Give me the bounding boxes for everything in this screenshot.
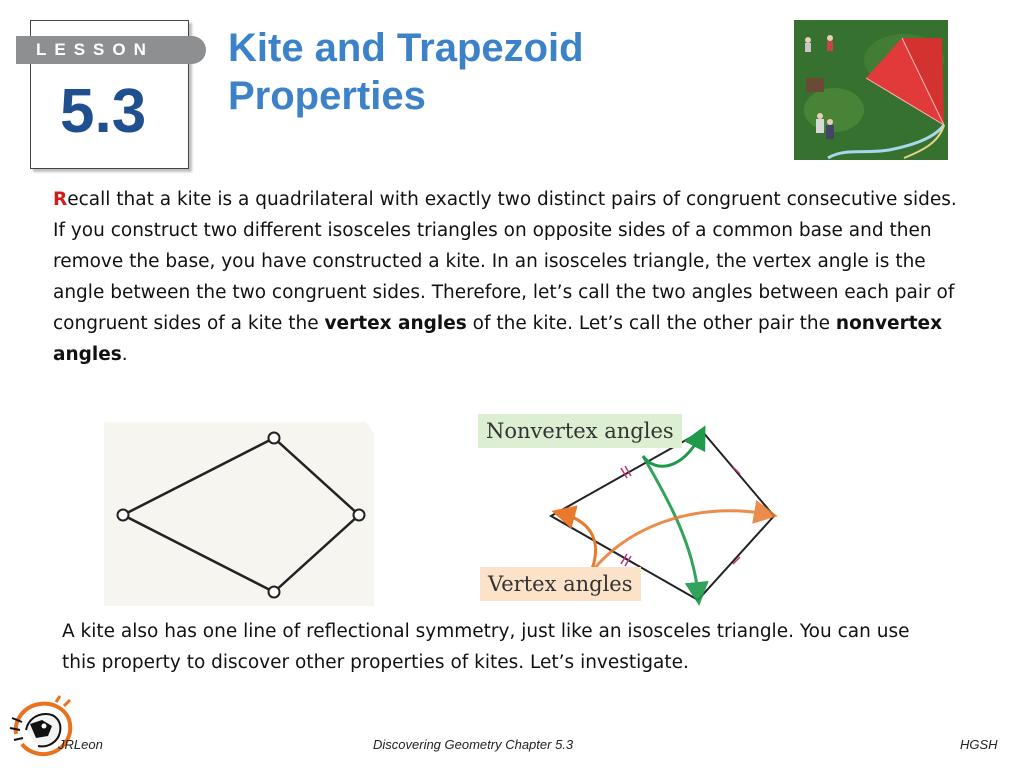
footer-author: JRLeon [58, 737, 103, 752]
title-line-2: Properties [228, 74, 426, 118]
kite-vertex-point [354, 510, 365, 521]
kite-vertex-point [269, 433, 280, 444]
intro-text-1: ecall that a kite is a quadrilateral with exactly two distinct pairs of congruent consecutive sides. If you construct two different isosceles triangles on opposite sides of a common base and then remove the base, you have constructed a kite. In an isosceles triangle, the vertex angle is the angle between the two congruent sides. Therefore, let’s call the two angles between each pair of congruent sides of a kite the [53, 189, 957, 334]
page-title [228, 24, 768, 120]
intro-text-3: . [121, 344, 128, 365]
vertex-arrow-left [563, 514, 596, 574]
intro-text-2: of the kite. Let’s call the other pair the [466, 313, 836, 334]
vertex-angles-label: Vertex angles [480, 567, 641, 601]
kite-photo [794, 20, 948, 160]
kite-vertex-point [118, 510, 129, 521]
title-line-1: Kite and Trapezoid [228, 26, 584, 70]
intro-paragraph [53, 184, 958, 370]
nonvertex-angles-label: Nonvertex angles [478, 414, 682, 448]
lesson-number: 5.3 [60, 77, 147, 146]
footer-course: Discovering Geometry Chapter 5.3 [373, 737, 574, 752]
kite-diagram-plain [104, 422, 374, 606]
term-nonvertex-angles: nonvertex angles [53, 313, 943, 365]
kite-vertex-point [269, 587, 280, 598]
lesson-bar [16, 36, 206, 64]
footer-school: HGSH [960, 737, 998, 752]
lesson-badge [16, 20, 216, 180]
dropcap: R [53, 189, 68, 210]
lesson-word: LESSON [36, 40, 154, 59]
outro-paragraph: A kite also has one line of reflectional symmetry, just like an isosceles triangle. You can use this property to discover other properties of kites. Let’s investigate. [62, 621, 910, 673]
term-vertex-angles: vertex angles [324, 313, 467, 334]
